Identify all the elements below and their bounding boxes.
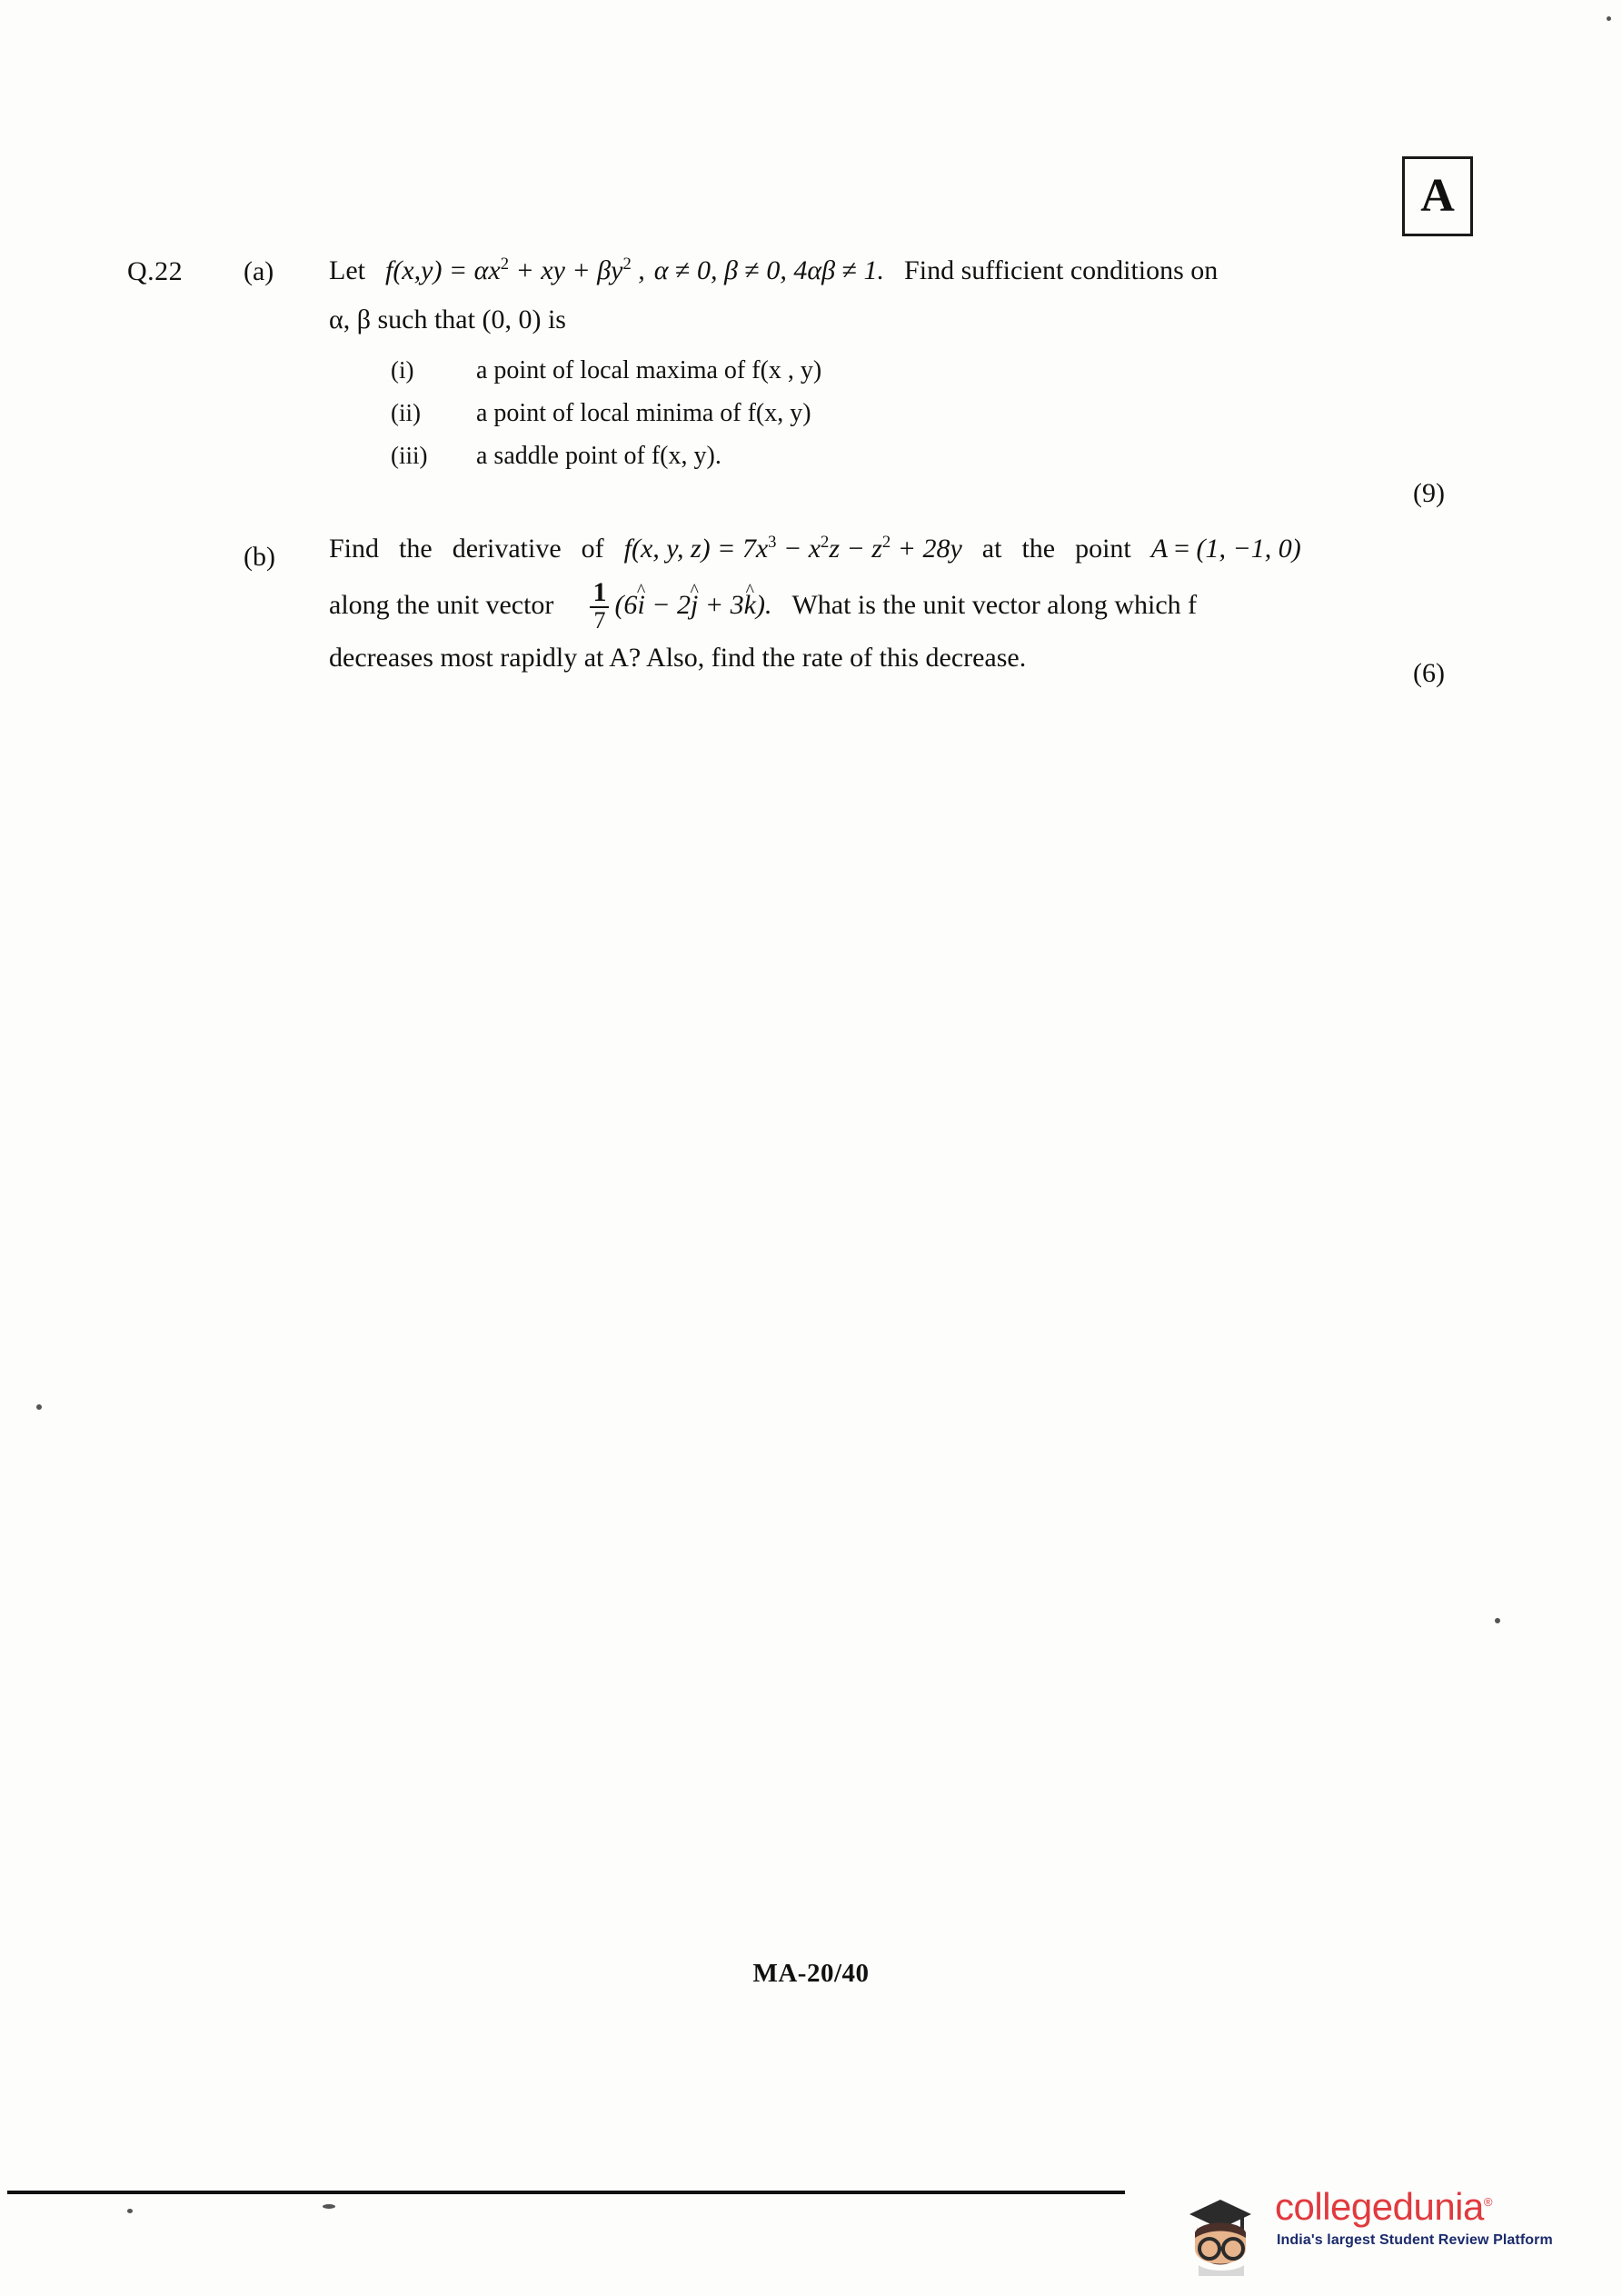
subitem-roman: (iii) [391,442,428,469]
part-b-vector: (6^ i − 2^ j + 3^ k). [614,590,771,620]
part-a-marks: (9) [1413,478,1445,508]
fraction-denominator: 7 [590,606,609,633]
scan-speck [323,2204,335,2209]
part-b-label: (b) [244,542,275,572]
scan-speck [127,2209,133,2213]
part-b-line-3: decreases most rapidly at A? Also, find the rate of this decrease. [329,643,1027,673]
page-footer-code: MA-20/40 [752,1959,870,1988]
scan-speck [1607,16,1611,21]
list-item [391,401,1299,444]
subitem-roman: (i) [391,356,414,384]
part-a-line1-lead: Let [329,255,365,285]
question-number: Q.22 [127,256,184,286]
part-a-body [329,251,1501,339]
fraction-one-seventh [590,578,609,634]
part-a-formula: $f(x,y) = \alpha x^2$ + xy + $\beta y^2$ , α ≠ 0, β ≠ 0, 4αβ ≠ 1. [384,255,885,285]
scan-speck [1495,1618,1500,1623]
part-b-marks: (6) [1413,658,1445,688]
scan-rule [7,2191,1125,2194]
list-item [391,358,1299,401]
watermark-tagline: India's largest Student Review Platform [1277,2232,1553,2248]
scan-speck [36,1404,42,1410]
part-a-subitems [391,358,1299,486]
part-b-line-1: Find the derivative of f(x, y, $z) = 7x^3 - x^2z - z^2 + 28y$ at the point A = (1, −1, 0) [329,533,1301,564]
part-b-line2-pre: along the unit vector [329,590,554,620]
list-item [391,444,1299,486]
set-letter: A [1420,170,1455,222]
part-a-line-2: α, β such that (0, 0) is [329,304,566,334]
subitem-text: a saddle point of f(x, y). [476,442,721,470]
part-a-line1-tail: Find sufficient conditions on [904,255,1219,285]
watermark-trademark: ® [1483,2195,1492,2209]
part-b-line2-post: What is the unit vector along which f [791,590,1198,620]
part-b-body [329,534,1506,672]
part-a-label: (a) [244,256,274,286]
subitem-text: a point of local minima of f(x, y) [476,399,811,427]
collegedunia-logo-icon [1177,2178,1264,2276]
watermark-brand [1275,2185,1492,2229]
set-letter-box [1402,156,1473,236]
subitem-text: a point of local maxima of f(x , y) [476,356,822,384]
part-a-line-1 [329,251,1501,291]
subitem-roman: (ii) [391,399,421,426]
watermark-brand-text: collegedunia [1275,2185,1484,2228]
part-b-line-2 [329,577,1506,634]
watermark [1177,2172,1595,2281]
fraction-numerator: 1 [592,576,607,607]
